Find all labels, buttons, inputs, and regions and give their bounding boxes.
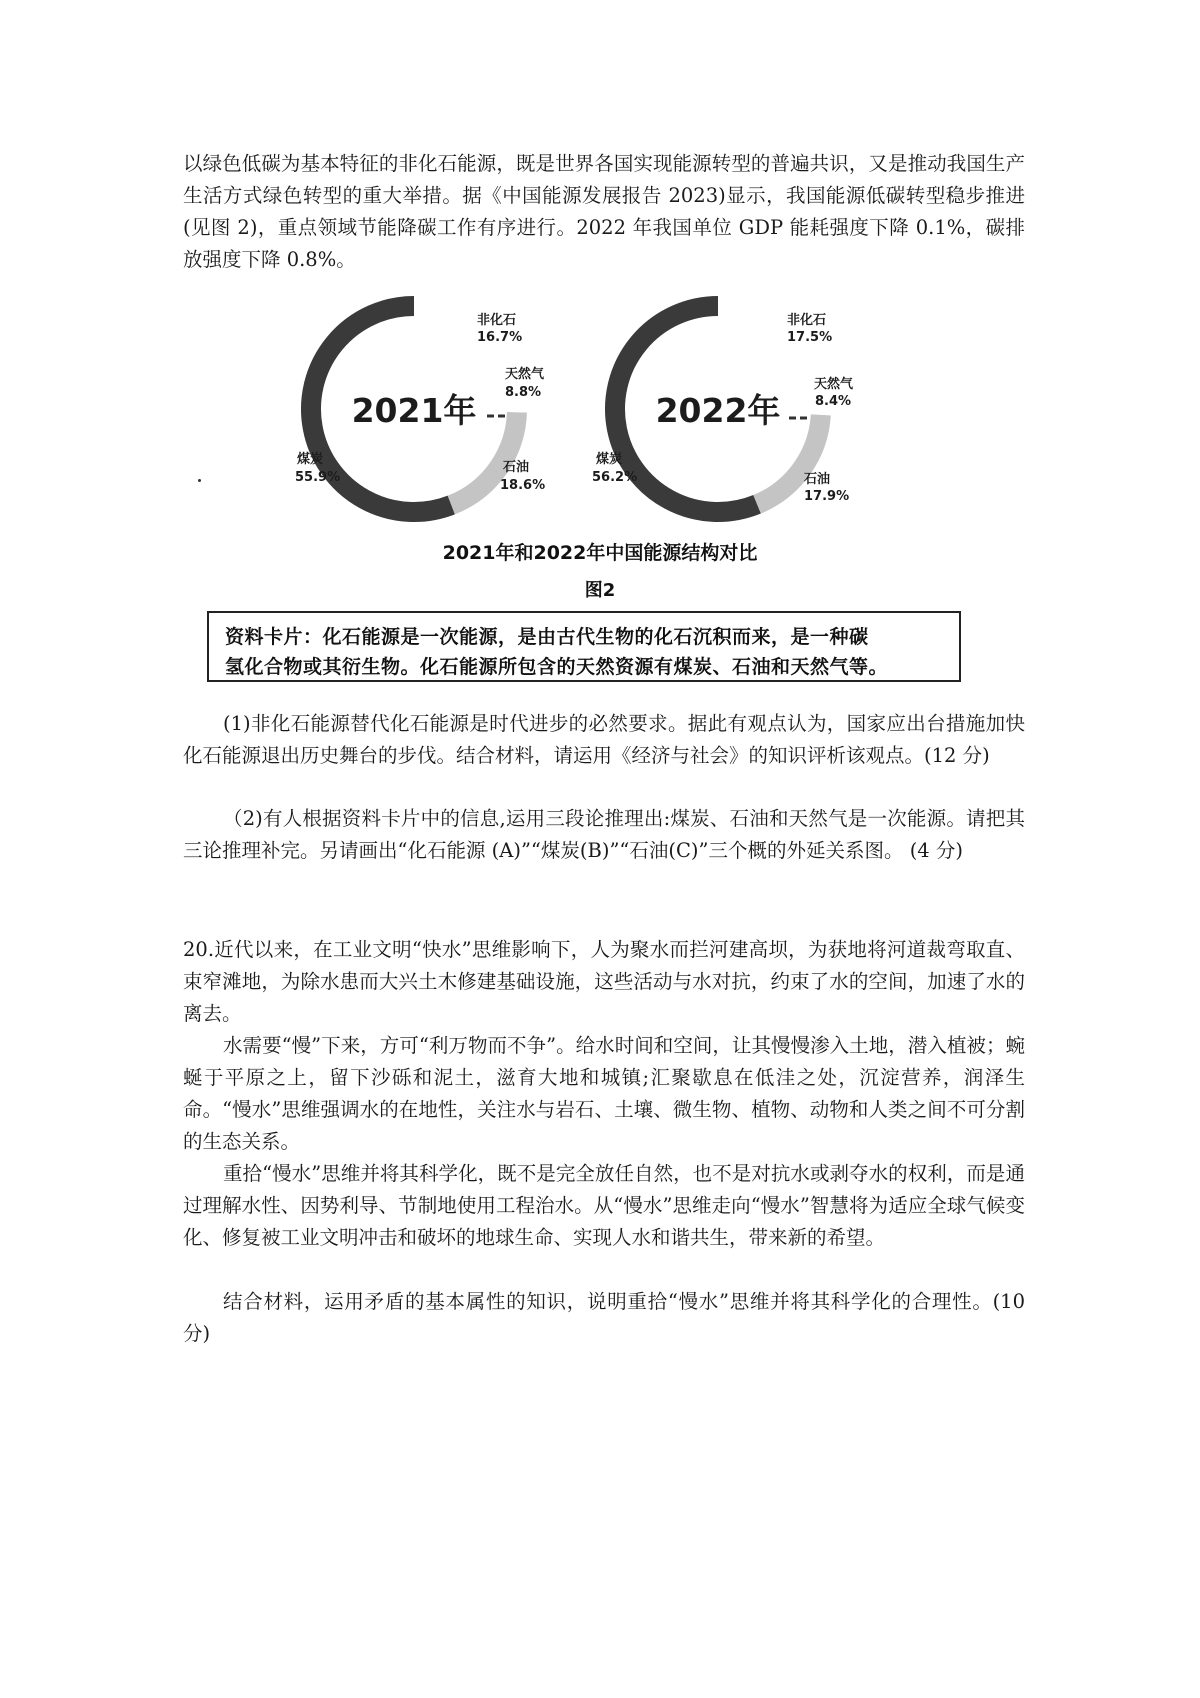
label-2021-oil-value: 18.6% xyxy=(500,478,546,493)
info-card-line-1: 资料卡片：化石能源是一次能源，是由古代生物的化石沉积而来，是一种碳 xyxy=(225,626,869,648)
center-label-2022: 2022年 xyxy=(655,391,781,430)
label-2021-coal-name: 煤炭 xyxy=(297,452,324,467)
intro-paragraph: 以绿色低碳为基本特征的非化石能源，既是世界各国实现能源转型的普遍共识，又是推动我国生产生活方式绿色转型的重大举措。据《中国能源发展报告 2023)显示，我国能源低碳转型稳步推进(见图 2)，重点领域节能降碳工作有序进行。2022 年我国单位 GDP 能耗强度下降 0.1%，碳排放强度下降 0.8%。 xyxy=(183,152,1025,271)
label-2021-nonfossil-name: 非化石 xyxy=(477,313,517,328)
figure-caption: 图2 xyxy=(584,580,616,601)
label-2021-gas-value: 8.8% xyxy=(505,385,542,400)
chart-title: 2021年和2022年中国能源结构对比 xyxy=(442,542,758,564)
center-label-2021: 2021年 xyxy=(351,391,477,430)
question-20-material-1: 20.近代以来，在工业文明“快水”思维影响下，人为聚水而拦河建高坝，为获地将河道裁弯取直、束窄滩地，为除水患而大兴土木修建基础设施，这些活动与水对抗，约束了水的空间，加速了水的离去。 xyxy=(183,938,1025,1025)
label-2021-oil-name: 石油 xyxy=(503,460,530,475)
label-2021-gas-name: 天然气 xyxy=(505,367,545,382)
label-2022-oil-value: 17.9% xyxy=(804,489,850,504)
info-card xyxy=(207,611,961,682)
label-2022-nonfossil-value: 17.5% xyxy=(787,330,833,345)
label-2022-coal-name: 煤炭 xyxy=(596,452,623,467)
question-20-prompt: 结合材料，运用矛盾的基本属性的知识，说明重拾“慢水”思维并将其科学化的合理性。(10 分) xyxy=(183,1290,1025,1345)
energy-structure-chart xyxy=(0,0,1200,600)
label-2021-nonfossil-value: 16.7% xyxy=(477,330,523,345)
question-2: （2)有人根据资料卡片中的信息,运用三段论推理出:煤炭、石油和天然气是一次能源。请把其三论推理补完。另请画出“化石能源 (A)”“煤炭(B)”“石油(C)”三个概的外延关系图。 (4 分) xyxy=(183,807,1025,862)
label-2022-nonfossil-name: 非化石 xyxy=(787,313,827,328)
label-2021-coal-value: 55.9% xyxy=(295,470,341,485)
label-2022-coal-value: 56.2% xyxy=(592,470,638,485)
question-20-material-2: 水需要“慢”下来，方可“利万物而不争”。给水时间和空间，让其慢慢渗入土地，潜入植被；蜿蜒于平原之上，留下沙砾和泥土，滋育大地和城镇;汇聚歇息在低洼之处，沉淀营养，润泽生命。“慢水”思维强调水的在地性，关注水与岩石、土壤、微生物、植物、动物和人类之间不可分割的生态关系。 xyxy=(183,1034,1025,1153)
question-20-material-3: 重拾“慢水”思维并将其科学化，既不是完全放任自然，也不是对抗水或剥夺水的权利，而是通过理解水性、因势利导、节制地使用工程治水。从“慢水”思维走向“慢水”智慧将为适应全球气候变化、修复被工业文明冲击和破坏的地球生命、实现人水和谐共生，带来新的希望。 xyxy=(183,1162,1025,1249)
label-2022-gas-value: 8.4% xyxy=(815,394,852,409)
label-2022-oil-name: 石油 xyxy=(804,472,831,487)
question-1: (1)非化石能源替代化石能源是时代进步的必然要求。据此有观点认为，国家应出台措施加快化石能源退出历史舞台的步伐。结合材料，请运用《经济与社会》的知识评析该观点。(12 分) xyxy=(183,712,1025,767)
label-2022-gas-name: 天然气 xyxy=(814,377,854,392)
info-card-line-2: 氢化合物或其衍生物。化石能源所包含的天然资源有煤炭、石油和天然气等。 xyxy=(225,656,889,678)
